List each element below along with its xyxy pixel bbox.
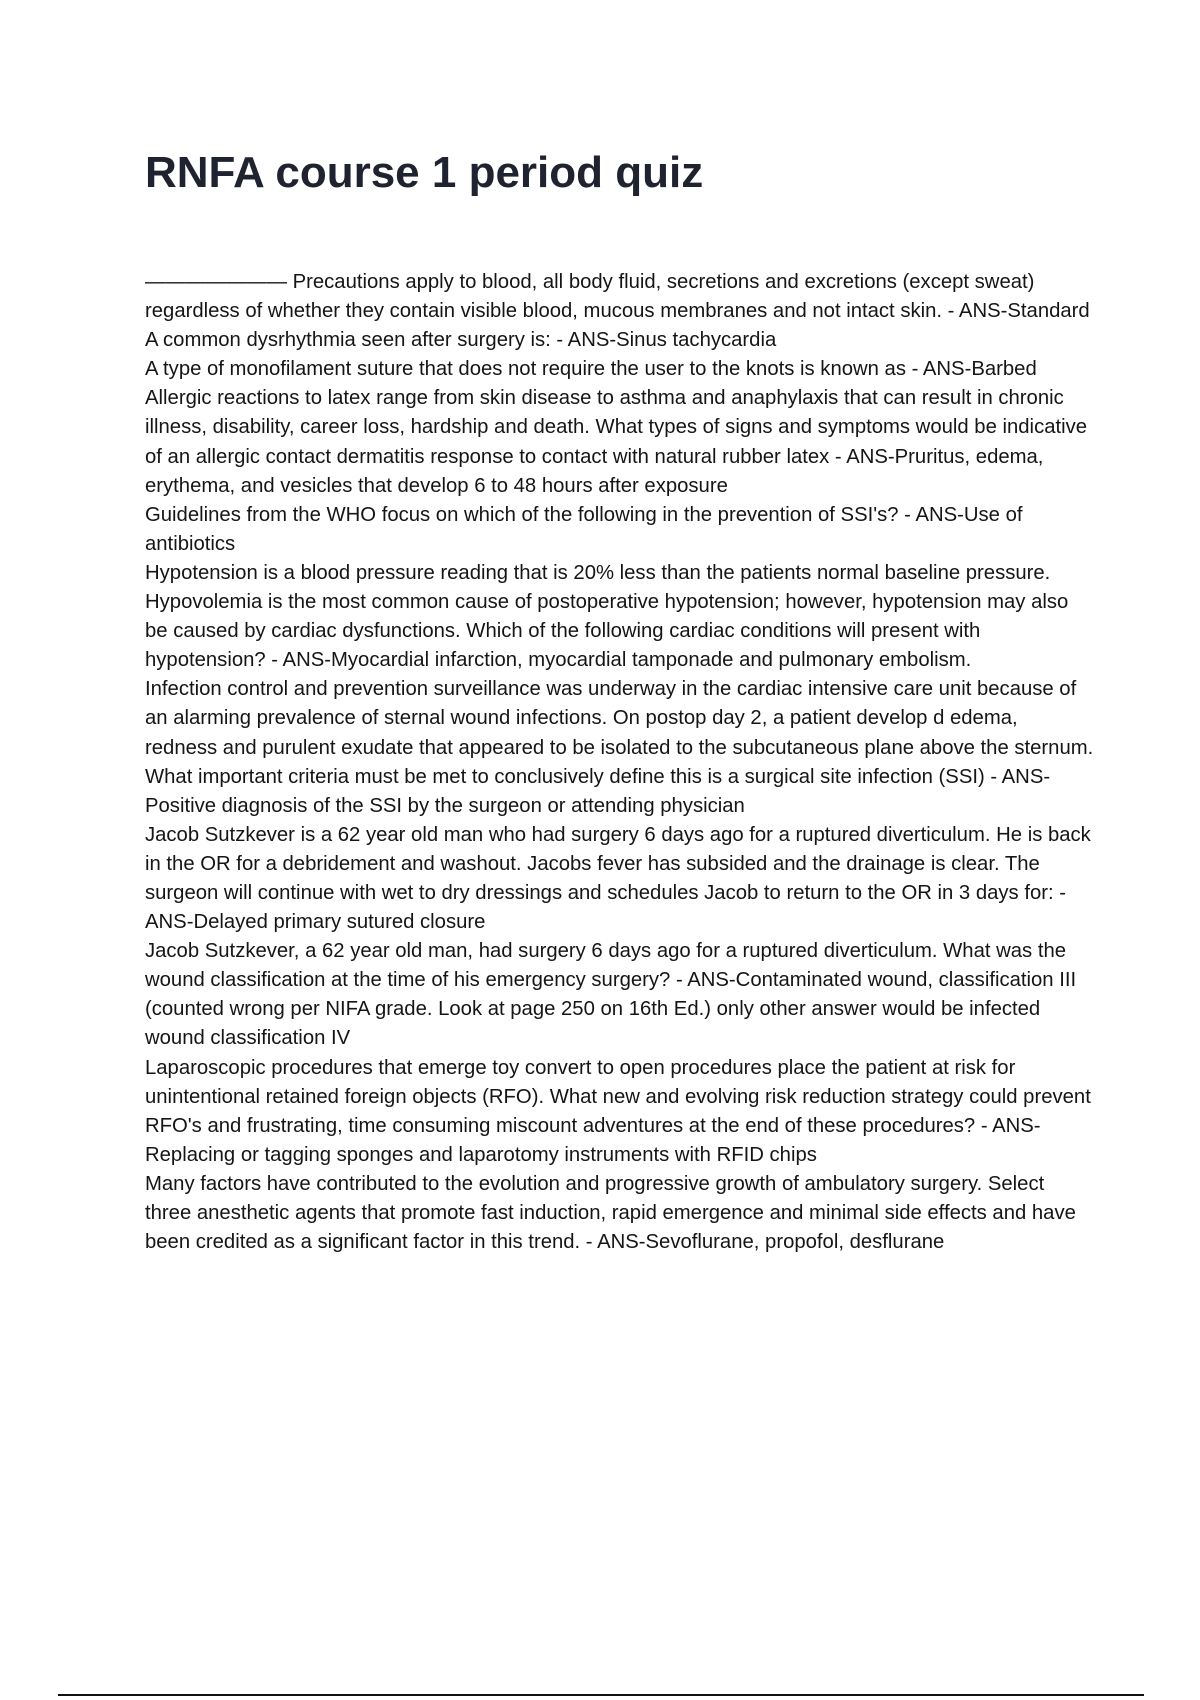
quiz-item: Hypotension is a blood pressure reading that is 20% less than the patients normal baseline pressure. Hypovolemia is the most common cause of postoperative hypotension; however, hypotension may also be caused by cardiac dysfunctions. Which of the following cardiac conditions will present with hypotension? - ANS-Myocardial infarction, myocardial tamponade and pulmonary embolism. [145,561,1069,672]
quiz-item: Jacob Sutzkever is a 62 year old man who had surgery 6 days ago for a ruptured diverticulum. He is back in the OR for a debridement and washout. Jacobs fever has subsided and the drainage is clear. The surgeon will continue with wet to dry dressings and schedules Jacob to return to the OR in 3 days for: - ANS-Delayed primary sutured closure [145,823,1091,934]
quiz-item: Guidelines from the WHO focus on which of the following in the prevention of SSI's? - ANS-Use of antibiotics [145,503,1023,555]
quiz-content [145,268,1095,1257]
quiz-item: Many factors have contributed to the evolution and progressive growth of ambulatory surgery. Select three anesthetic agents that promote fast induction, rapid emergence and minimal side effects and have been credited as a significant factor in this trend. - ANS-Sevoflurane, propofol, desflurane [145,1172,1076,1254]
quiz-item: Jacob Sutzkever, a 62 year old man, had surgery 6 days ago for a ruptured diverticulum. What was the wound classification at the time of his emergency surgery? - ANS-Contaminated wound, classification III (counted wrong per NIFA grade. Look at page 250 on 16th Ed.) only other answer would be infected wound classification IV [145,940,1077,1050]
quiz-item: A common dysrhythmia seen after surgery is: - ANS-Sinus tachycardia [145,329,777,352]
footer-divider [58,1694,1144,1696]
quiz-item: A type of monofilament suture that does not require the user to the knots is known as - ANS-Barbed [145,358,1037,381]
quiz-item: Infection control and prevention surveillance was underway in the cardiac intensive care unit because of an alarming prevalence of sternal wound infections. On postop day 2, a patient develop d edema, redness and purulent exudate that appeared to be isolated to the subcutaneous plane above the sternum. What important criteria must be met to conclusively define this is a surgical site infection (SSI) - ANS-Positive diagnosis of the SSI by the surgeon or attending physician [145,678,1094,817]
page-title: RNFA course 1 period quiz [145,148,704,197]
quiz-item: ——————— Precautions apply to blood, all body fluid, secretions and excretions (except sweat) regardless of whether they contain visible blood, mucous membranes and not intact skin. - ANS-Standard [145,271,1090,323]
quiz-item: Allergic reactions to latex range from skin disease to asthma and anaphylaxis that can result in chronic illness, disability, career loss, hardship and death. What types of signs and symptoms would be indicative of an allergic contact dermatitis response to contact with natural rubber latex - ANS-Pruritus, edema, erythema, and vesicles that develop 6 to 48 hours after exposure [145,387,1088,497]
quiz-item: Laparoscopic procedures that emerge toy convert to open procedures place the patient at risk for unintentional retained foreign objects (RFO). What new and evolving risk reduction strategy could prevent RFO's and frustrating, time consuming miscount adventures at the end of these procedures? - ANS-Replacing or tagging sponges and laparotomy instruments with RFID chips [145,1056,1091,1166]
